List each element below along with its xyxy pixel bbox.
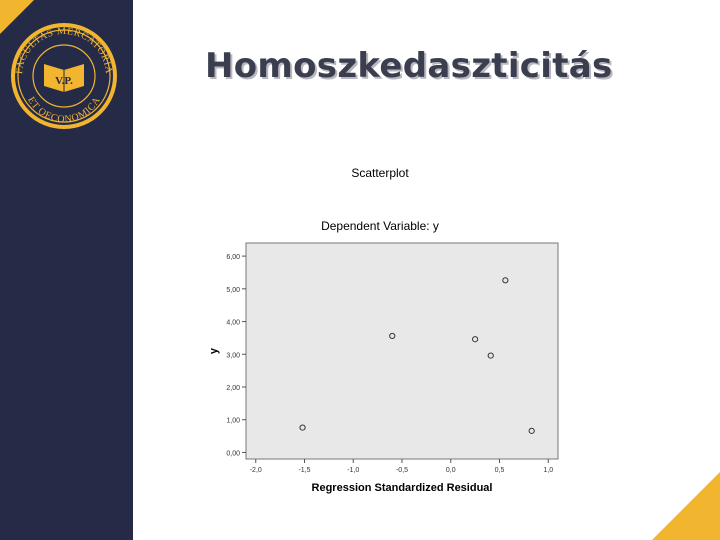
x-tick-label: -0,5: [395, 467, 409, 474]
plot-area: [246, 243, 558, 459]
y-tick-label: 6,00: [226, 254, 240, 262]
y-tick-label: 5,00: [226, 286, 240, 294]
x-tick-label: 0,0: [445, 467, 456, 474]
scatterplot-chart: [200, 230, 570, 480]
x-axis-title: Regression Standardized Residual: [311, 482, 493, 494]
logo-text-bottom: ET OECONOMICA: [25, 95, 103, 126]
y-axis-title: y: [208, 347, 220, 355]
y-tick-label: 4,00: [226, 319, 240, 327]
y-tick-label: 0,00: [226, 450, 240, 458]
chart-title: Scatterplot: [351, 166, 409, 180]
logo-monogram: V.P.: [55, 75, 73, 87]
x-tick-label: -2,0: [249, 467, 262, 474]
corner-accent-bottom-right: [652, 472, 720, 540]
y-tick-label: 2,00: [226, 385, 240, 392]
x-tick-label: -1,0: [347, 467, 360, 474]
y-tick-label: 3,00: [226, 352, 240, 360]
university-logo: [6, 18, 122, 130]
y-tick-label: 1,00: [226, 417, 240, 425]
chart-subtitle: Dependent Variable: y: [321, 219, 439, 233]
x-tick-label: -1,5: [298, 467, 311, 474]
x-tick-label: 1,0: [543, 467, 554, 474]
logo-text-top: FACULTAS MERCATORIA: [13, 25, 115, 75]
slide-title: Homoszkedaszticitás: [205, 46, 613, 86]
x-tick-label: 0,5: [494, 467, 505, 474]
